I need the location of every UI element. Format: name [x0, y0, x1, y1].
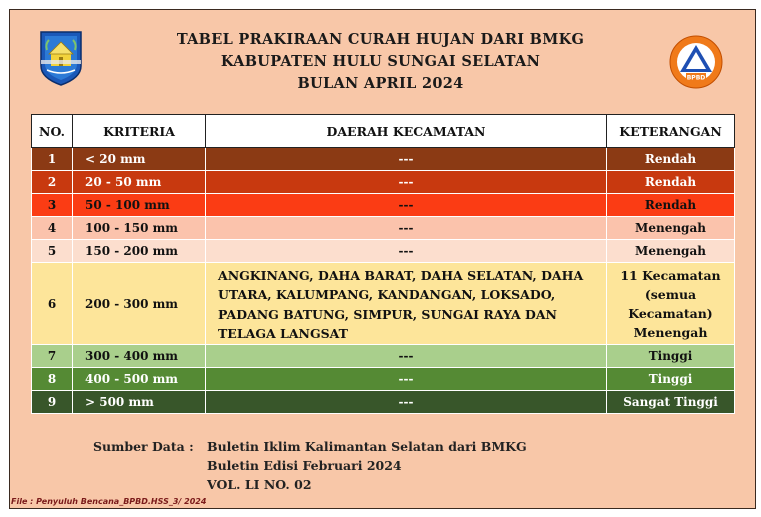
cell-keterangan: Menengah [607, 240, 735, 263]
cell-daerah: --- [206, 148, 607, 171]
cell-daerah: --- [206, 345, 607, 368]
cell-kriteria: 20 - 50 mm [73, 171, 206, 194]
cell-kriteria: 100 - 150 mm [73, 217, 206, 240]
keterangan-line: (semua [644, 286, 697, 302]
cell-no: 2 [32, 171, 73, 194]
cell-no: 6 [32, 263, 73, 345]
cell-keterangan: Rendah [607, 148, 735, 171]
source-line-3: VOL. LI NO. 02 [207, 477, 312, 492]
cell-keterangan: Tinggi [607, 368, 735, 391]
header-no: NO. [32, 115, 73, 148]
cell-kriteria: 200 - 300 mm [73, 263, 206, 345]
header-kriteria: KRITERIA [73, 115, 206, 148]
cell-keterangan: Menengah [607, 217, 735, 240]
cell-no: 8 [32, 368, 73, 391]
cell-daerah: --- [206, 240, 607, 263]
table-row [32, 148, 735, 171]
header-daerah-kecamatan: DAERAH KECAMATAN [206, 115, 607, 148]
cell-daerah: --- [206, 368, 607, 391]
source-line-1: Buletin Iklim Kalimantan Selatan dari BMKG [207, 439, 527, 454]
table-row [32, 171, 735, 194]
cell-daerah: --- [206, 171, 607, 194]
cell-daerah: ANGKINANG, DAHA BARAT, DAHA SELATAN, DAHA UTARA, KALUMPANG, KANDANGAN, LOKSADO, PADANG BATUNG, SIMPUR, SUNGAI RAYA DAN TELAGA LANGSAT [206, 263, 607, 345]
title-line-1: TABEL PRAKIRAAN CURAH HUJAN DARI BMKG [176, 31, 585, 48]
title-line-3: BULAN APRIL 2024 [297, 75, 464, 92]
cell-daerah: --- [206, 194, 607, 217]
header-keterangan: KETERANGAN [607, 115, 735, 148]
cell-kriteria: 300 - 400 mm [73, 345, 206, 368]
cell-kriteria: 150 - 200 mm [73, 240, 206, 263]
source-label: Sumber Data : [93, 439, 194, 454]
title-line-2: KABUPATEN HULU SUNGAI SELATAN [220, 53, 541, 70]
cell-daerah: --- [206, 217, 607, 240]
cell-no: 7 [32, 345, 73, 368]
table-row [32, 263, 735, 345]
bpbd-logo [664, 34, 728, 90]
source-line-2: Buletin Edisi Februari 2024 [207, 458, 402, 473]
cell-keterangan: Rendah [607, 171, 735, 194]
table-row [32, 391, 735, 414]
keterangan-line: Kecamatan) [628, 305, 713, 321]
cell-keterangan: Sangat Tinggi [607, 391, 735, 414]
cell-kriteria: 50 - 100 mm [73, 194, 206, 217]
file-note: File : Penyuluh Bencana_BPBD.HSS_3/ 2024 [11, 497, 207, 506]
cell-kriteria: > 500 mm [73, 391, 206, 414]
table-row [32, 217, 735, 240]
cell-kriteria: 400 - 500 mm [73, 368, 206, 391]
keterangan-line: 11 Kecamatan [620, 267, 721, 283]
keterangan-line: Menengah [633, 324, 708, 340]
cell-no: 5 [32, 240, 73, 263]
table-row [32, 194, 735, 217]
cell-no: 4 [32, 217, 73, 240]
cell-no: 9 [32, 391, 73, 414]
cell-keterangan [607, 263, 735, 345]
cell-daerah: --- [206, 391, 607, 414]
bpbd-center-text: BPBD [686, 74, 706, 82]
cell-kriteria: < 20 mm [73, 148, 206, 171]
rainfall-forecast-table [31, 114, 735, 414]
table-row [32, 368, 735, 391]
table-row [32, 345, 735, 368]
cell-keterangan: Rendah [607, 194, 735, 217]
table-row [32, 240, 735, 263]
cell-no: 3 [32, 194, 73, 217]
cell-keterangan: Tinggi [607, 345, 735, 368]
cell-no: 1 [32, 148, 73, 171]
